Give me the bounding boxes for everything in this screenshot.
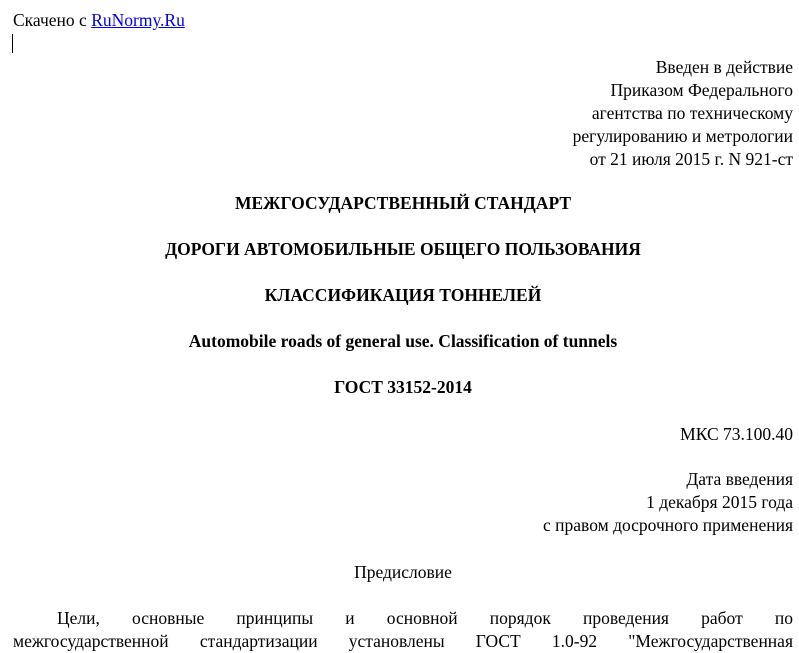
source-prefix: Скачено с <box>13 10 87 30</box>
intro-date-block <box>543 468 793 537</box>
document-title: КЛАССИФИКАЦИЯ ТОННЕЛЕЙ <box>264 285 542 305</box>
text-cursor <box>12 34 13 53</box>
source-link[interactable]: RuNormy.Ru <box>91 10 185 30</box>
intro-date-line: 1 декабря 2015 года <box>646 492 793 512</box>
subject-heading: ДОРОГИ АВТОМОБИЛЬНЫЕ ОБЩЕГО ПОЛЬЗОВАНИЯ <box>165 239 641 259</box>
approval-line: Приказом Федерального <box>610 80 793 100</box>
preface-paragraph <box>13 607 793 653</box>
mks-code <box>680 423 793 446</box>
paragraph-line: Цели, основные принципы и основной порядок проведения работ по <box>57 608 793 628</box>
source-line <box>13 9 185 31</box>
paragraph-line: межгосударственной стандартизации установлены ГОСТ 1.0-92 "Межгосударственная <box>13 631 793 651</box>
intro-date-line: Дата введения <box>686 469 793 489</box>
english-title: Automobile roads of general use. Classification of tunnels <box>188 331 618 351</box>
approval-block <box>573 56 793 171</box>
standard-designation: ГОСТ 33152-2014 <box>334 377 472 397</box>
intro-date-line: с правом досрочного применения <box>543 515 793 535</box>
approval-line: Введен в действие <box>655 57 793 77</box>
approval-line: агентства по техническому <box>591 103 793 123</box>
mks-code-text: МКС 73.100.40 <box>680 424 793 444</box>
approval-line: регулированию и метрологии <box>572 126 793 146</box>
preface-heading: Предисловие <box>354 562 452 582</box>
approval-line: от 21 июля 2015 г. N 921-ст <box>589 149 793 169</box>
standard-type-heading: МЕЖГОСУДАРСТВЕННЫЙ СТАНДАРТ <box>234 193 572 213</box>
